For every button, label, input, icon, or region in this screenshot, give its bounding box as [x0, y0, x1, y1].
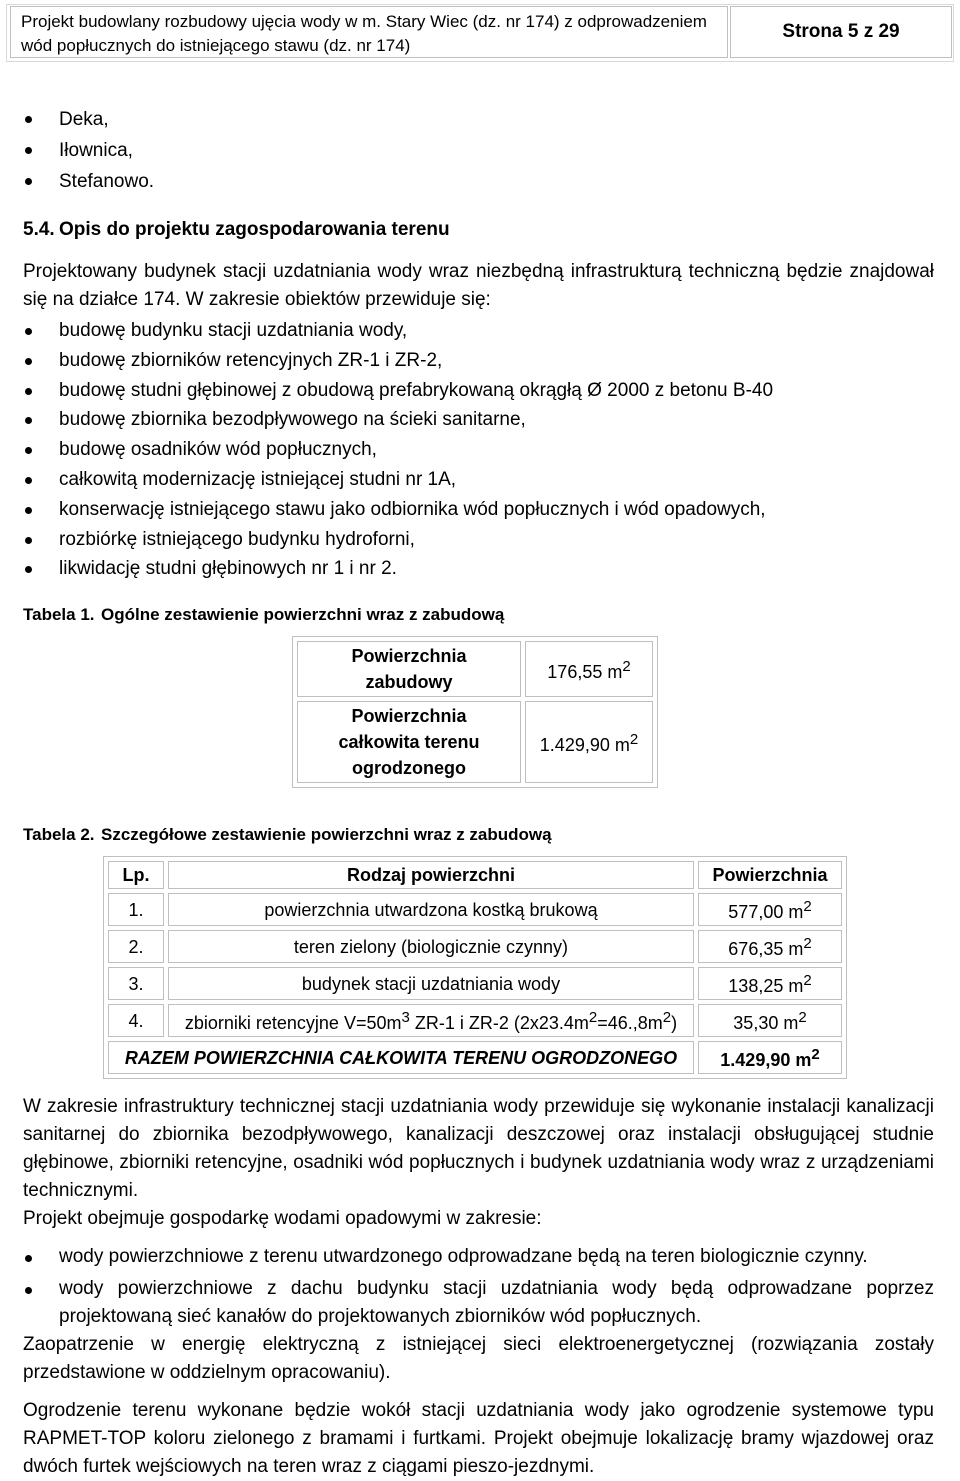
unit-superscript: 2 — [803, 935, 812, 953]
cell-text: Powierzchnia — [351, 646, 467, 667]
table-row — [297, 641, 653, 697]
column-header-name: Rodzaj powierzchni — [168, 861, 694, 889]
water-intro-paragraph: Projekt obejmuje gospodarkę wodami opadowymi w zakresie: — [23, 1208, 542, 1230]
table-cell: 3. — [108, 967, 164, 1000]
cell-text: =46.,8m — [597, 1013, 663, 1034]
table-cell: teren zielony (biologicznie czynny) — [168, 930, 694, 963]
list-item: Deka, — [23, 104, 934, 135]
table-cell — [525, 641, 653, 697]
cell-text: ogrodzonego — [352, 758, 466, 779]
unit-superscript: 2 — [798, 1009, 807, 1027]
unit-superscript: 2 — [588, 1009, 598, 1027]
total-value — [698, 1041, 842, 1074]
list-item: Stefanowo. — [23, 166, 934, 197]
table-cell — [698, 930, 842, 963]
table-cell — [698, 967, 842, 1000]
table-cell: 2. — [108, 930, 164, 963]
table-cell: powierzchnia utwardzona kostką brukową — [168, 893, 694, 926]
list-item: budowę studni głębinowej z obudową prefabrykowaną okrągłą Ø 2000 z betonu B-40 — [23, 376, 934, 406]
table-cell: 1. — [108, 893, 164, 926]
table-cell: 4. — [108, 1004, 164, 1037]
scope-list — [23, 316, 934, 584]
section-title: Opis do projektu zagospodarowania terenu — [59, 219, 450, 240]
section-heading — [23, 216, 934, 244]
table-cell — [698, 893, 842, 926]
places-list — [23, 104, 934, 197]
unit-superscript: 2 — [811, 1046, 820, 1064]
column-header-lp: Lp. — [108, 861, 164, 889]
page-header — [6, 4, 954, 60]
document-title-line-1: Projekt budowlany rozbudowy ujęcia wody w m. Stary Wiec (dz. nr 174) z odprowadzeniem — [21, 12, 707, 31]
cell-text: 1.429,90 m — [539, 734, 630, 755]
area-summary-table — [292, 636, 658, 788]
cell-text: całkowita terenu — [338, 732, 480, 753]
list-item: budowę zbiornika bezodpływowego na ścieki sanitarne, — [23, 405, 934, 435]
energy-paragraph: Zaopatrzenie w energię elektryczną z istniejącej sieci elektroenergetycznej (rozwiązania zostały przedstawione w oddzielnym opracowaniu). — [23, 1334, 934, 1384]
list-item: likwidację studni głębinowych nr 1 i nr 2. — [23, 554, 934, 584]
cell-text: zabudowy — [365, 672, 453, 693]
table-cell — [297, 641, 521, 697]
table-row — [108, 967, 842, 1000]
unit-superscript: 2 — [803, 898, 812, 916]
table-total-row — [108, 1041, 842, 1074]
column-header-area: Powierzchnia — [698, 861, 842, 889]
table-row — [108, 1004, 842, 1037]
infrastructure-paragraph: W zakresie infrastruktury technicznej stacji uzdatniania wody przewiduje się wykonanie instalacji kanalizacji sanitarnej do zbiornika bezodpływowego, kanalizacji deszczowej oraz instalacji obsługującej studnie głębinowe, zbiorniki retencyjne, osadniki wód popłucznych i budynek uzdatniania wody wraz z urządzeniami technicznymi. — [23, 1096, 934, 1202]
unit-superscript: 3 — [401, 1009, 410, 1027]
table2-label: Tabela 2. — [23, 825, 95, 845]
document-title — [10, 6, 728, 58]
table-row — [297, 701, 653, 783]
table-cell — [297, 701, 521, 783]
table-cell — [168, 1004, 694, 1037]
document-title-line-2: wód popłucznych do istniejącego stawu (dz. nr 174) — [21, 36, 411, 55]
cell-text: zbiorniki retencyjne V=50m — [184, 1013, 402, 1034]
cell-text: ZR-1 i ZR-2 (2x23.4m — [409, 1013, 589, 1034]
cell-text: 676,35 m — [728, 939, 804, 960]
table-cell — [698, 1004, 842, 1037]
table1-caption — [23, 604, 934, 626]
unit-superscript: 2 — [803, 972, 812, 990]
cell-text: 138,25 m — [728, 976, 804, 997]
water-list — [23, 1243, 934, 1331]
list-item: wody powierzchniowe z terenu utwardzonego odprowadzane będą na teren biologicznie czynny. — [23, 1243, 934, 1271]
unit-superscript: 2 — [662, 1009, 672, 1027]
table-row — [108, 893, 842, 926]
area-detail-table — [103, 856, 847, 1079]
cell-text: 1.429,90 m — [720, 1050, 812, 1071]
page-content — [23, 104, 934, 1481]
list-item: konserwację istniejącego stawu jako odbiornika wód popłucznych i wód opadowych, — [23, 495, 934, 525]
section-number: 5.4. — [23, 219, 55, 240]
intro-paragraph: Projektowany budynek stacji uzdatniania wody wraz niezbędną infrastrukturą techniczną będzie znajdował się na działce 174. W zakresie obiektów przewiduje się: — [23, 261, 934, 310]
table1-label: Tabela 1. — [23, 605, 95, 625]
list-item: budowę zbiorników retencyjnych ZR-1 i ZR-2, — [23, 346, 934, 376]
list-item: budowę budynku stacji uzdatniania wody, — [23, 316, 934, 346]
table1-title: Ogólne zestawienie powierzchni wraz z zabudową — [101, 605, 505, 625]
cell-text: 577,00 m — [728, 902, 804, 923]
list-item: wody powierzchniowe z dachu budynku stacji uzdatniania wody będą odprowadzane poprzez projektowaną sieć kanałów do projektowanych zbiorników wód popłucznych. — [23, 1275, 934, 1331]
list-item: budowę osadników wód popłucznych, — [23, 435, 934, 465]
list-item: Iłownica, — [23, 135, 934, 166]
table2-caption — [23, 824, 934, 846]
list-item: rozbiórkę istniejącego budynku hydroforni, — [23, 525, 934, 555]
total-label: RAZEM POWIERZCHNIA CAŁKOWITA TERENU OGRODZONEGO — [108, 1041, 694, 1074]
unit-superscript: 2 — [622, 657, 631, 675]
unit-superscript: 2 — [629, 730, 639, 748]
table-header-row — [108, 861, 842, 889]
table-cell: budynek stacji uzdatniania wody — [168, 967, 694, 1000]
cell-text: ) — [671, 1013, 678, 1034]
list-item: całkowitą modernizację istniejącej studni nr 1A, — [23, 465, 934, 495]
fence-paragraph: Ogrodzenie terenu wykonane będzie wokół stacji uzdatniania wody jako ogrodzenie systemowe typu RAPMET-TOP koloru zielonego z bramami i furtkami. Projekt obejmuje lokalizację bramy wjazdowej oraz dwóch furtek wejściowych na teren wraz z ciągami pieszo-jezdnymi. — [23, 1400, 934, 1478]
table-cell — [525, 701, 653, 783]
cell-text: 35,30 m — [733, 1013, 799, 1034]
table-row — [108, 930, 842, 963]
cell-text: 176,55 m — [547, 661, 623, 682]
table2-title: Szczegółowe zestawienie powierzchni wraz z zabudową — [101, 825, 552, 845]
cell-text: Powierzchnia — [351, 706, 467, 727]
page-number: Strona 5 z 29 — [730, 6, 952, 58]
